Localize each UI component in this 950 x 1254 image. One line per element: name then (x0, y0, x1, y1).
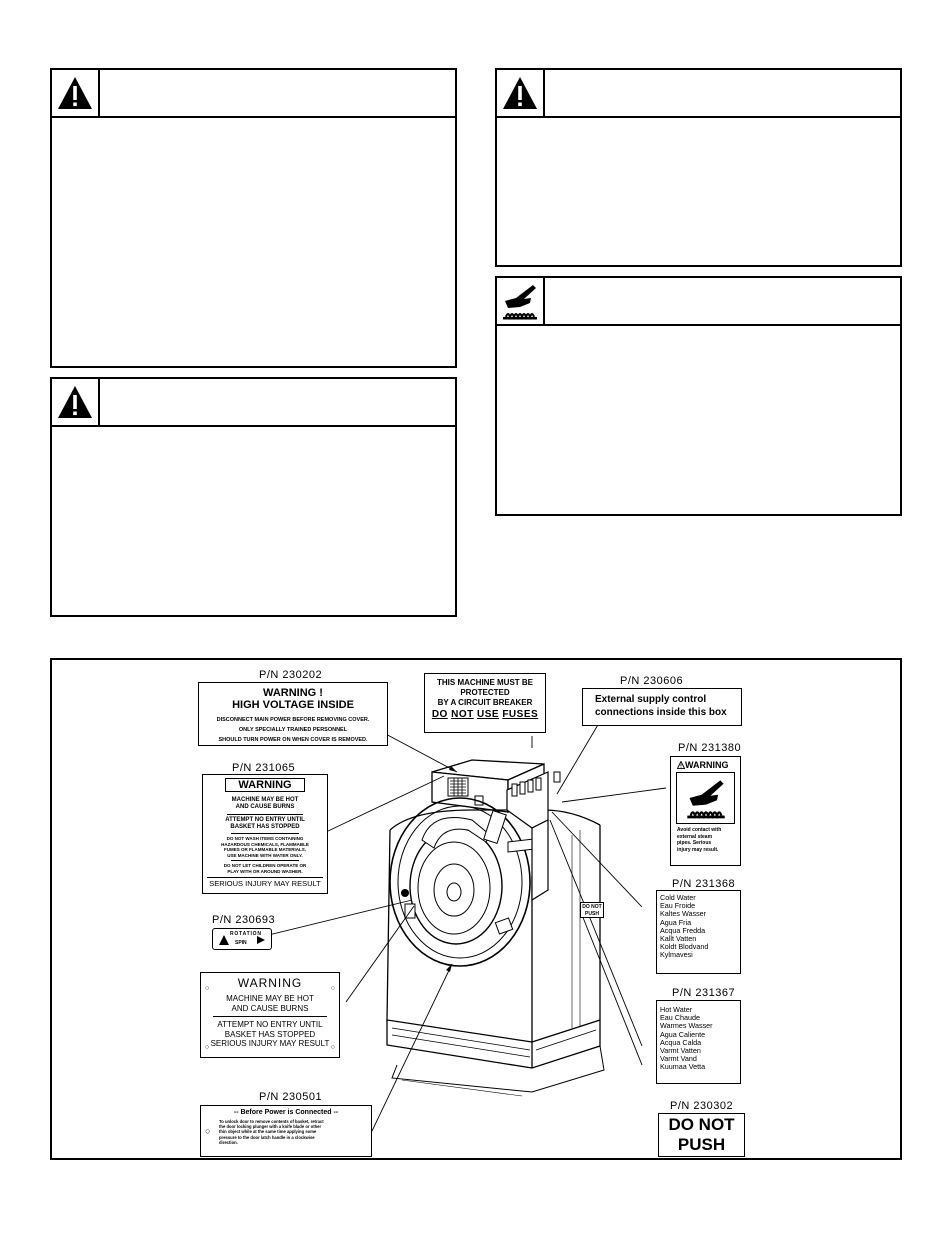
warning-plate-title: WARNING (237, 976, 303, 990)
label-230501-line4: pressure to the door latch handle in a clockwise (219, 1134, 315, 1140)
label-warning-plate: ○ ○ ○ ○ WARNING MACHINE MAY BE HOT AND CAUSE BURNS ATTEMPT NO ENTRY UNTIL BASKET HAS STOPPED SERIOUS INJURY MAY RESULT (200, 972, 340, 1058)
pn-230693-number: P/N 230693 (212, 914, 276, 926)
hot-water-item: Warmes Wasser (660, 1021, 713, 1031)
warning-box-header (497, 70, 900, 118)
label-230501-title: -- Before Power is Connected -- (233, 1109, 339, 1116)
breaker-line1: THIS MACHINE MUST BE (437, 678, 533, 687)
hot-water-item: Varmt Vatten (660, 1046, 701, 1056)
warning-box-top-right (495, 68, 902, 267)
pn-230302-number: P/N 230302 (670, 1100, 734, 1112)
machine-do-not-push-plate (580, 902, 604, 918)
warning-triangle-icon (57, 76, 93, 110)
warning-box-middle-left (50, 377, 457, 617)
cold-water-item: Agua Fria (660, 917, 692, 927)
label-230501-line1: To unlock door to remove contents of basket, retract (219, 1119, 324, 1124)
label-230202-line3: SHOULD TURN POWER ON WHEN COVER IS REMOVED. (218, 737, 368, 743)
warning-plate-line4: BASKET HAS STOPPED (224, 1029, 316, 1039)
label-231065-line1: MACHINE MAY BE HOT (231, 797, 299, 803)
machine-plate-line1: DO NOT (582, 904, 602, 910)
pn-230501-number: P/N 230501 (259, 1091, 323, 1103)
label-230302-do-not-push (658, 1113, 745, 1157)
label-231368-cold-water (656, 890, 741, 974)
breaker-word-not: NOT (451, 709, 474, 720)
label-231380-line3: pipes. Serious (677, 840, 712, 846)
warning-box-top-left (50, 68, 457, 368)
hot-water-item: Kuumaa Vetta (660, 1062, 706, 1072)
hot-water-item: Hot Water (660, 1005, 693, 1014)
pn-231367-number: P/N 231367 (672, 987, 736, 999)
spin-arrow-icon (255, 934, 267, 946)
hot-water-item: Agua Caliente (660, 1029, 706, 1039)
label-231380-line1: Avoid contact with (677, 827, 722, 833)
pn-231368-number: P/N 231368 (672, 878, 736, 890)
label-230202-line1: DISCONNECT MAIN POWER BEFORE REMOVING COVER. (216, 717, 370, 723)
label-230202-high-voltage (198, 682, 388, 746)
label-230693-rotation (212, 928, 272, 950)
label-230202-title1: WARNING ! (263, 687, 323, 699)
label-231065-hot-warning (202, 774, 328, 894)
warning-plate-line3: ATTEMPT NO ENTRY UNTIL (217, 1020, 323, 1029)
warning-icon-cell (52, 70, 100, 116)
breaker-line2: PROTECTED (460, 688, 510, 697)
cold-water-item: Koldt Blodvand (660, 942, 709, 952)
machine-plate-line2: PUSH (585, 910, 599, 917)
label-230501-before-power: -- Before Power is Connected -- ○ To unlock door to remove contents of basket, retract the door locking plunger with a knife blade or other thin object while at the same time applying some pressure to the door latch handle in a clockwise direction. (200, 1105, 372, 1157)
label-230501-line2: the door locking plunger with a knife blade or other (219, 1124, 322, 1130)
breaker-line3: BY A CIRCUIT BREAKER (437, 698, 533, 707)
warning-plate-line2: AND CAUSE BURNS (231, 1003, 309, 1013)
label-230606-line2: connections inside this box (595, 707, 727, 718)
cold-water-item: Kaltes Wasser (660, 909, 707, 919)
breaker-word-fuses: FUSES (502, 709, 539, 720)
label-230693-spin: SPIN (235, 940, 247, 946)
breaker-word-do: DO (431, 709, 448, 720)
label-230302-line1: DO NOT (668, 1115, 735, 1134)
label-231380-line2: external steam (677, 833, 713, 840)
label-231065-line10: PLAY WITH OR AROUND WASHER. (227, 868, 303, 874)
label-230606-external-supply (582, 688, 742, 726)
hot-surface-box-header (497, 278, 900, 326)
label-231065-footer: SERIOUS INJURY MAY RESULT (207, 877, 323, 888)
label-circuit-breaker (424, 673, 546, 733)
label-231065-line4: BASKET HAS STOPPED (230, 824, 300, 830)
label-location-diagram (50, 658, 902, 1160)
cold-water-item: Cold Water (660, 893, 696, 902)
label-230202-title2: HIGH VOLTAGE INSIDE (232, 699, 354, 711)
label-231065-line5: DO NOT WASH ITEMS CONTAINING (226, 836, 304, 841)
cold-water-item: Acqua Fredda (660, 925, 706, 935)
warning-triangle-icon (502, 76, 538, 110)
pn-230202-number: P/N 230202 (259, 669, 323, 681)
hot-surface-hand-icon (683, 776, 729, 820)
label-231065-line2: AND CAUSE BURNS (235, 804, 295, 810)
label-231065-line8: USE MACHINE WITH WATER ONLY. (227, 852, 303, 858)
warning-box-header (52, 70, 455, 118)
cold-water-item: Kylmavesi (660, 950, 693, 960)
pn-231380-number: P/N 231380 (678, 742, 742, 754)
breaker-word-use: USE (476, 709, 500, 720)
label-231380-triangle-icon (677, 761, 685, 769)
hot-water-item: Acqua Calda (660, 1037, 702, 1047)
cold-water-item: Eau Froide (660, 901, 696, 911)
label-230501-line3: thin object while at the same time applying some (219, 1129, 317, 1135)
label-230693-rotation-text: ROTATION (230, 931, 262, 937)
label-231380-line4: injury may result. (677, 846, 719, 853)
warning-plate-line1: MACHINE MAY BE HOT (226, 994, 314, 1003)
label-230606-line1: External supply control (595, 694, 707, 705)
label-231380-steam-warning (670, 756, 741, 866)
warning-triangle-icon (57, 385, 93, 419)
label-231065-line6: HAZARDOUS CHEMICALS, FLAMMABLE (221, 841, 309, 847)
label-231065-line9: DO NOT LET CHILDREN OPERATE OR (223, 863, 307, 868)
hot-surface-icon-cell (497, 278, 545, 324)
label-231065-line7: FUMES OR FLAMMABLE MATERIALS. (224, 847, 306, 852)
warning-plate-line5: SERIOUS INJURY MAY RESULT (210, 1039, 330, 1048)
label-231065-line3: ATTEMPT NO ENTRY UNTIL (225, 817, 305, 823)
warning-box-header (52, 379, 455, 427)
pn-231065-number: P/N 231065 (232, 762, 296, 774)
label-231367-hot-water (656, 1000, 741, 1084)
washer-illustration (52, 660, 904, 1162)
hot-surface-hand-icon (500, 281, 540, 321)
label-230501-line5: direction. (219, 1139, 238, 1145)
hot-surface-box-right (495, 276, 902, 516)
warning-icon-cell (52, 379, 100, 425)
label-231380-title: WARNING (685, 760, 729, 770)
hot-water-item: Varmt Vand (660, 1054, 697, 1064)
label-230302-line2: PUSH (677, 1135, 726, 1154)
hot-water-item: Eau Chaude (660, 1013, 700, 1023)
warning-icon-cell (497, 70, 545, 116)
cold-water-item: Kallt Vatten (660, 934, 697, 944)
rotation-arrow-icon (217, 933, 231, 947)
label-231065-title: WARNING (225, 778, 305, 792)
pn-230606-number: P/N 230606 (620, 675, 684, 687)
label-230202-line2: ONLY SPECIALLY TRAINED PERSONNEL (238, 727, 348, 733)
